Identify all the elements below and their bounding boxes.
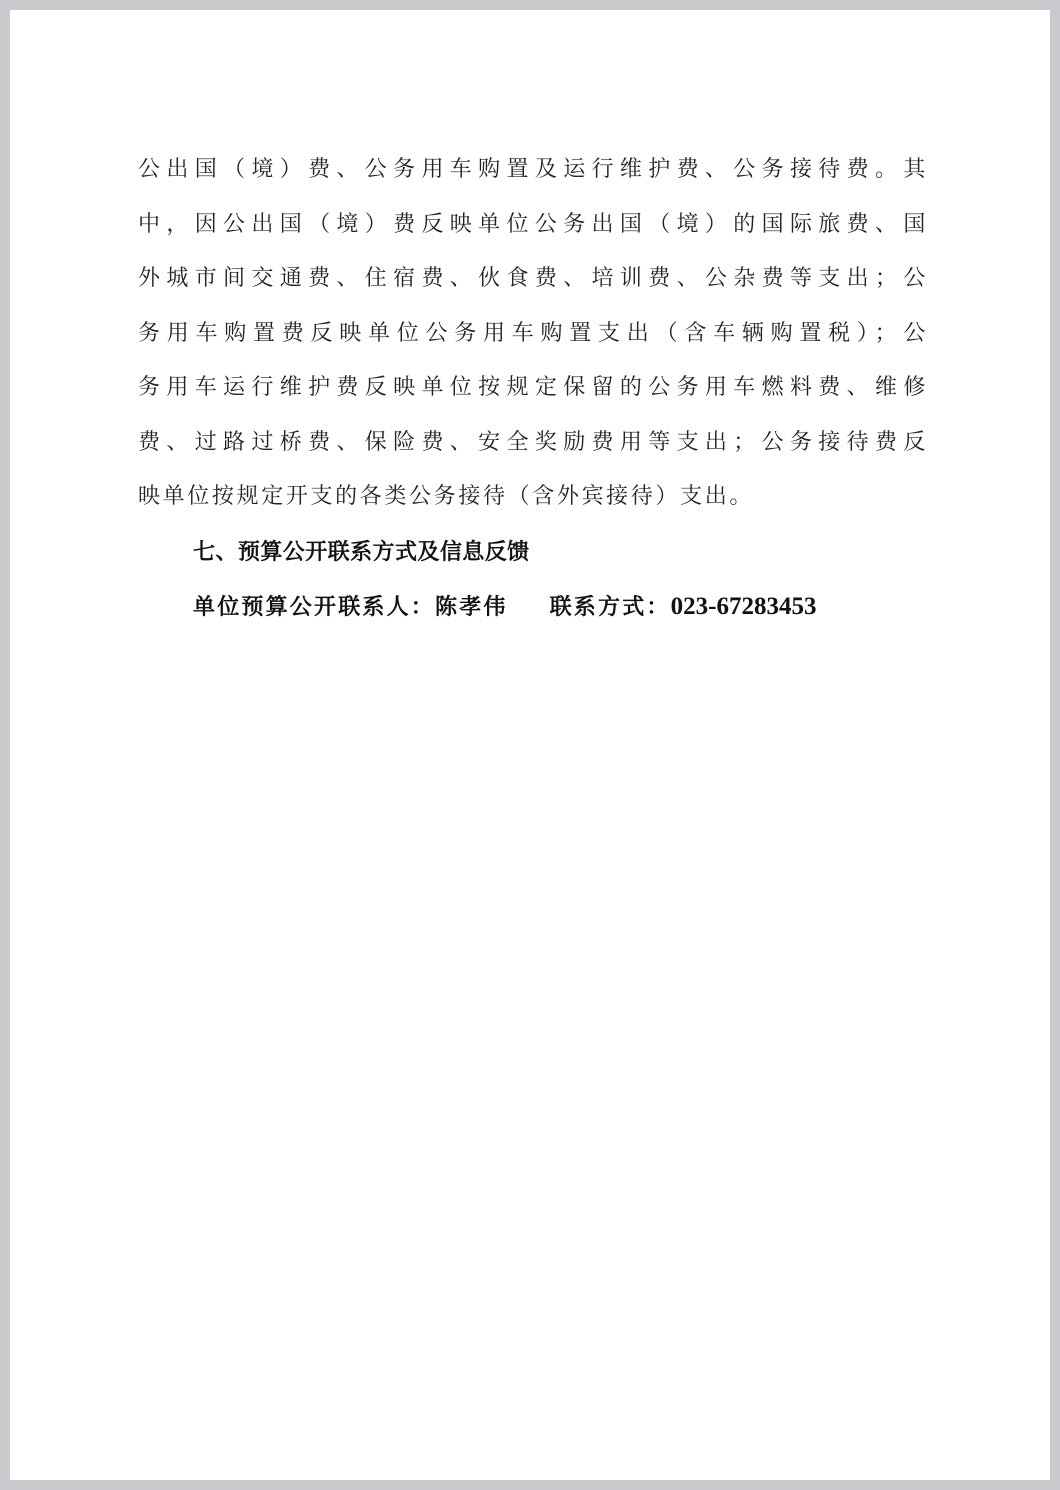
- contact-line: [193, 580, 816, 635]
- paragraph-line: 费、过路过桥费、保险费、安全奖励费用等支出；公务接待费反: [138, 429, 928, 455]
- document-page: [10, 10, 1050, 1480]
- paragraph-line: 务用车运行维护费反映单位按规定保留的公务用车燃料费、维修: [138, 375, 928, 400]
- body-paragraph: [138, 143, 928, 525]
- contact-phone-label: 联系方式：: [549, 595, 671, 620]
- contact-phone-number: 023-67283453: [670, 593, 817, 620]
- paragraph-line: 映单位按规定开支的各类公务接待（含外宾接待）支出。: [138, 484, 755, 509]
- paragraph-line: 外城市间交通费、住宿费、伙食费、培训费、公杂费等支出；公: [138, 266, 928, 291]
- contact-person: 单位预算公开联系人：陈孝伟: [193, 595, 508, 620]
- paragraph-line: 中，因公出国（境）费反映单位公务出国（境）的国际旅费、国: [138, 211, 928, 237]
- section-heading: 七、预算公开联系方式及信息反馈: [193, 540, 530, 565]
- paragraph-line: 务用车购置费反映单位公务用车购置支出（含车辆购置税）；公: [138, 320, 928, 346]
- paragraph-line: 公出国（境）费、公务用车购置及运行维护费、公务接待费。其: [138, 157, 928, 182]
